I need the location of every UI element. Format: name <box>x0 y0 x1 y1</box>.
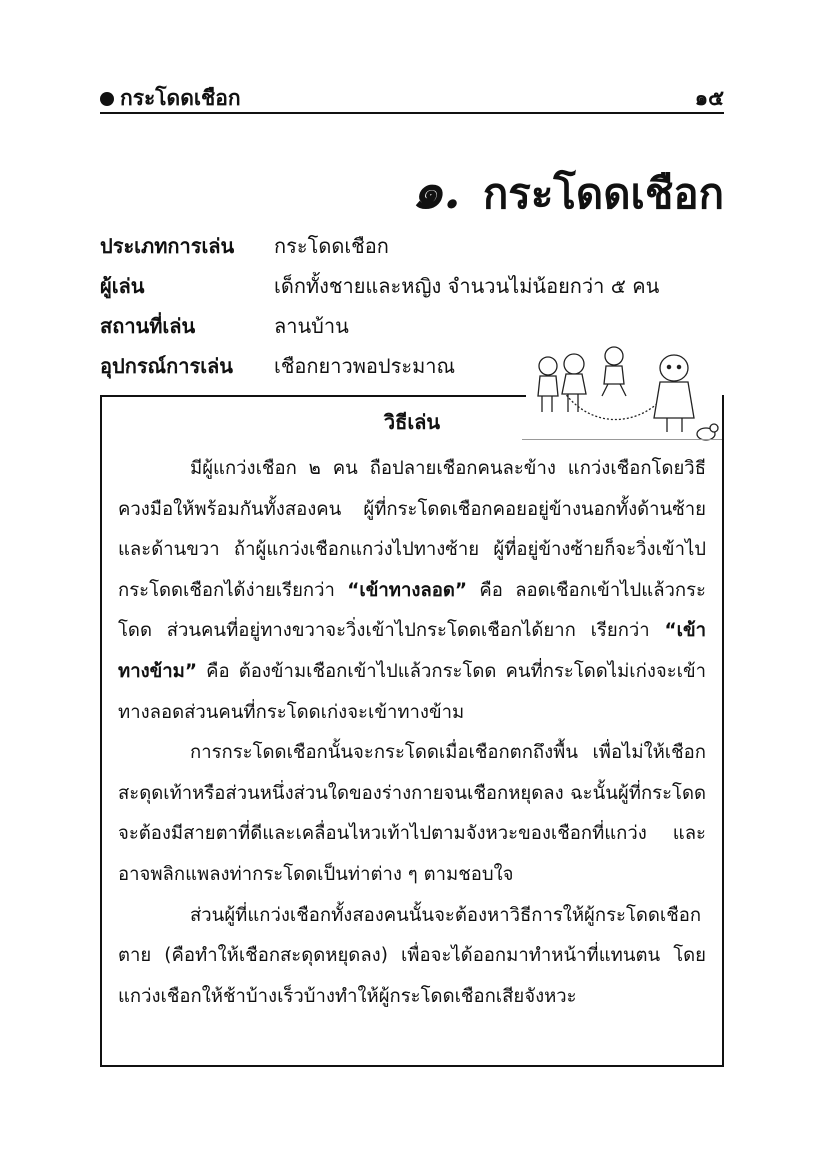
term-enter-over: “เข้าทางข้าม” <box>118 620 706 682</box>
chapter-number: ๑. <box>411 161 461 220</box>
method-box <box>100 395 724 1067</box>
paragraph-text: คือ ต้องข้ามเชือกเข้าไปแล้วกระโดด คนที่กระโดดไม่เก่งจะเข้าทางลอดส่วนคนที่กระโดดเก่งจะเข้าทางข้าม <box>118 660 706 723</box>
chapter-title: กระโดดเชือก <box>482 169 724 218</box>
method-title: วิธีเล่น <box>383 410 441 434</box>
bullet-icon <box>100 92 114 106</box>
info-label: ประเภทการเล่น <box>100 234 235 258</box>
info-value: กระโดดเชือก <box>274 234 389 258</box>
children-jumping-rope-illustration <box>522 340 722 448</box>
info-label: ผู้เล่น <box>100 274 145 298</box>
chapter-heading <box>411 152 724 220</box>
paragraph-text: คือ ลอดเชือกเข้าไปแล้วกระโดด ส่วนคนที่อยู่ทางขวาจะวิ่งเข้าไปกระโดดเชือกได้ยาก เรียกว่า <box>118 579 706 642</box>
paragraph-2: การกระโดดเชือกนั้นจะกระโดดเมื่อเชือกตกถึงพื้น เพื่อไม่ให้เชือกสะดุดเท้าหรือส่วนหนึ่งส่วนใดของร่างกายจนเชือกหยุดลง ฉะนั้นผู้ที่กระโดดจะต้องมีสายตาที่ดีและเคลื่อนไหวเท้าไปตามจังหวะของเชือกที่แกว่ง และอาจพลิกแพลงท่ากระโดดเป็นท่าต่าง ๆ ตามชอบใจ <box>118 742 706 885</box>
info-label: สถานที่เล่น <box>100 314 196 338</box>
method-box-top-rule <box>100 395 526 397</box>
info-value: เด็กทั้งชายและหญิง จำนวนไม่น้อยกว่า ๕ คน <box>274 274 660 298</box>
header-rule <box>100 112 724 114</box>
paragraph-text: มีผู้แกว่งเชือก ๒ คน ถือปลายเชือกคนละข้าง แกว่งเชือกโดยวิธีควงมือให้พร้อมกันทั้งสองคน ผู้ที่กระโดดเชือกคอยอยู่ข้างนอกทั้งด้านซ้ายและด้านขวา ถ้าผู้แกว่งเชือกแกว่งไปทางซ้าย ผู้ที่อยู่ข้างซ้ายก็จะวิ่งเข้าไปกระโดดเชือกได้ง่ายเรียกว่า <box>118 458 706 601</box>
running-title: กระโดดเชือก <box>120 86 241 110</box>
paragraph-1 <box>118 449 706 733</box>
page-header <box>100 84 724 114</box>
page-number: ๑๕ <box>694 86 724 110</box>
info-value: ลานบ้าน <box>274 314 349 338</box>
paragraph-3: ส่วนผู้ที่แกว่งเชือกทั้งสองคนนั้นจะต้องหาวิธีการให้ผู้กระโดดเชือกตาย (คือทำให้เชือกสะดุดหยุดลง) เพื่อจะได้ออกมาทำหน้าที่แทนตน โดยแกว่งเชือกให้ช้าบ้างเร็วบ้างทำให้ผู้กระโดดเชือกเสียจังหวะ <box>118 904 706 1007</box>
method-body <box>118 449 706 1017</box>
info-label: อุปกรณ์การเล่น <box>100 354 233 378</box>
term-enter-under: “เข้าทางลอด” <box>347 579 468 601</box>
info-value: เชือกยาวพอประมาณ <box>274 354 456 378</box>
